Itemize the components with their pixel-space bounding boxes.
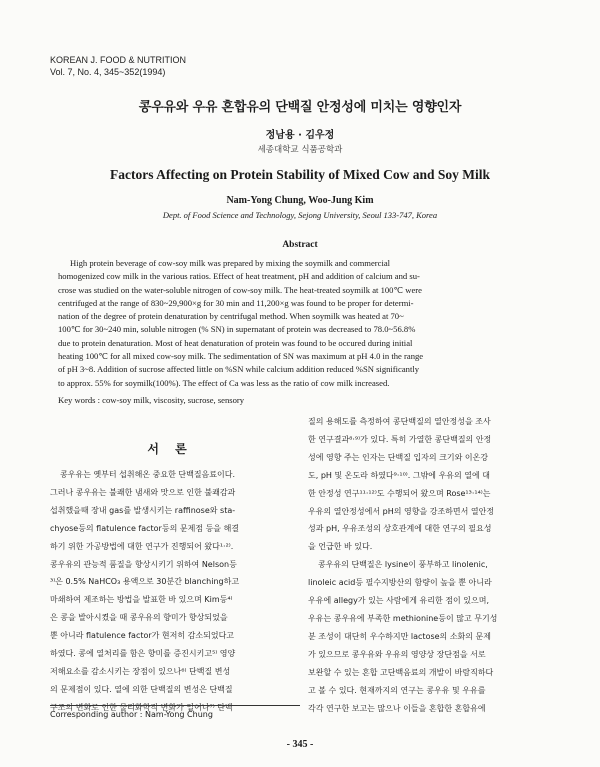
body-line: 한 안정성 연구¹¹·¹²⁾도 수행되어 왔으며 Rose¹³·¹⁴⁾는 bbox=[308, 488, 491, 498]
body-line: ³⁾은 0.5% NaHCO₃ 용액으로 30분간 blanching하고 bbox=[50, 577, 240, 587]
body-line: 우유는 콩우유에 부족한 methionine등이 많고 무기성 bbox=[308, 613, 498, 623]
abstract-line: centrifuged at the range of 830~29,900×g for 30 min and 11,200×g was found to be proper for determi- bbox=[58, 297, 414, 308]
english-title: Factors Affecting on Protein Stability of Mixed Cow and Soy Milk bbox=[110, 167, 490, 182]
body-line: 고 볼 수 있다. 현재까지의 연구는 콩우유 및 우유를 bbox=[308, 685, 486, 695]
footnote-divider bbox=[50, 705, 300, 706]
abstract-line: to approx. 55% for soymilk(100%). The effect of Ca was less as the ratio of cow milk increased. bbox=[58, 377, 390, 388]
body-line: 섭취했을때 장내 gas를 발생시키는 raffinose와 sta- bbox=[50, 505, 236, 515]
keywords: Key words : cow-soy milk, viscosity, sucrose, sensory bbox=[58, 395, 245, 405]
abstract-line: High protein beverage of cow-soy milk was prepared by mixing the soymilk and commercial bbox=[70, 258, 391, 268]
body-line: 콩우유의 관능적 품질을 향상시키기 위하여 Nelson등 bbox=[50, 559, 237, 569]
abstract-body bbox=[58, 257, 545, 390]
body-line: 가 있으므로 콩우유와 우유의 영양상 장단점을 서로 bbox=[308, 649, 486, 659]
page-number: - 345 - bbox=[286, 739, 314, 750]
body-line: linoleic acid등 필수지방산의 함량이 높을 뿐 아니라 bbox=[308, 578, 492, 588]
body-line: chyose등의 flatulence factor등의 문제점 등을 해결 bbox=[50, 523, 240, 533]
journal-header bbox=[50, 54, 186, 78]
body-line: 하기 위한 가공방법에 대한 연구가 진행되어 왔다¹·²⁾. bbox=[50, 541, 234, 551]
body-line: 뿐 아니라 flatulence factor가 현저히 감소되었다고 bbox=[50, 631, 235, 641]
korean-authors: 정남용 · 김우정 bbox=[265, 130, 335, 141]
body-line: 우유에 allegy가 있는 사람에게 유리한 점이 있으며, bbox=[308, 596, 489, 606]
section-heading: 서 론 bbox=[147, 442, 193, 456]
body-line: 저해요소를 감소시키는 장점이 있으나⁶⁾ 단백질 변성 bbox=[50, 666, 231, 676]
body-line: 콩우유의 단백질은 lysine이 풍부하고 linolenic, bbox=[318, 560, 488, 570]
body-line: 을 언급한 바 있다. bbox=[308, 542, 373, 552]
body-line: 콩우유는 옛부터 섭취해온 중요한 단백질음료이다. bbox=[60, 470, 236, 479]
abstract-line: 100℃ for 30~240 min, soluble nitrogen (% SN) in supernatant of protein was decreased to 78.0~56.8% bbox=[58, 324, 416, 335]
body-line: 마쇄하여 제조하는 방법을 발표한 바 있으며 Kim등⁴⁾ bbox=[50, 595, 233, 605]
korean-title: 콩우유와 우유 혼합유의 단백질 안정성에 미치는 영향인자 bbox=[138, 100, 462, 115]
body-line: 질의 용해도를 측정하여 콩단백질의 열안정성을 조사 bbox=[308, 417, 491, 426]
abstract-line: homogenized cow milk in the various ratios. Effect of heat treatment, pH and addition of calcium and su- bbox=[58, 271, 420, 282]
english-authors: Nam-Yong Chung, Woo-Jung Kim bbox=[226, 195, 374, 206]
body-line: 은 콩을 발아시켰을 때 콩우유의 향미가 향상되었을 bbox=[50, 613, 228, 623]
abstract-line: crose was studied on the water-soluble nitrogen of cow-soy milk. The heat-treated soymilk at 100℃ were bbox=[58, 284, 422, 295]
left-column bbox=[50, 466, 300, 717]
body-line: 분 조성이 대단히 우수하지만 lactose의 소화의 문제 bbox=[308, 631, 492, 641]
journal-name: KOREAN J. FOOD & NUTRITION bbox=[50, 55, 187, 65]
right-column bbox=[308, 413, 558, 717]
korean-affiliation: 세종대학교 식품공학과 bbox=[257, 145, 343, 155]
body-line: 그러나 콩우유는 불쾌한 냄새와 맛으로 인한 불쾌감과 bbox=[50, 487, 236, 497]
body-line: 구조의 변화로 인한 물리화학적 변화가 일어나⁷⁾ 단백 bbox=[50, 702, 233, 712]
journal-volume: Vol. 7, No. 4, 345~352(1994) bbox=[50, 67, 166, 77]
body-line: 하였다. 콩에 열처리를 함은 향미를 증진시키고⁵⁾ 영양 bbox=[50, 649, 236, 659]
body-line: 한 연구결과⁸·⁹⁾가 있다. 특히 가열한 콩단백질의 안정 bbox=[308, 434, 492, 444]
body-line: 각각 연구한 보고는 많으나 이들을 혼합한 혼합유에 bbox=[308, 703, 486, 713]
abstract-line: due to protein denaturation. Most of heat denaturation of protein was found to be occured during initial bbox=[58, 337, 413, 348]
corresponding-author-footnote: Corresponding author : Nam-Yong Chung bbox=[50, 710, 213, 719]
body-line: 성에 영향 주는 인자는 단백질 입자의 크기와 이온강 bbox=[308, 452, 489, 462]
abstract-line: heating 100℃ for all mixed cow-soy milk. The sedimentation of SN was maximum at pH 4.0 in the range bbox=[58, 351, 424, 362]
english-affiliation: Dept. of Food Science and Technology, Sejong University, Seoul 133-747, Korea bbox=[162, 210, 438, 220]
body-line: 우유의 열안정성에서 pH의 영향을 강조하면서 열안정 bbox=[308, 506, 495, 516]
body-line: 의 문제점이 있다. 열에 의한 단백질의 변성은 단백질 bbox=[50, 684, 233, 694]
abstract-line: of pH 3~8. Addition of sucrose affected little on %SN while calcium addition reduced %SN significantly bbox=[58, 364, 420, 375]
abstract-heading: Abstract bbox=[282, 240, 318, 250]
body-line: 성과 pH, 우유조성의 상호관계에 대한 연구의 필요성 bbox=[308, 524, 492, 534]
body-line: 도, pH 및 온도라 하였다⁹·¹⁰⁾. 그밖에 우유의 열에 대 bbox=[308, 470, 491, 480]
abstract-line: nation of the degree of protein denaturation by centrifugal method. When soymilk was heated at 70~ bbox=[58, 311, 404, 322]
body-line: 보완할 수 있는 혼합 고단백음료의 개발이 바람직하다 bbox=[308, 667, 494, 677]
